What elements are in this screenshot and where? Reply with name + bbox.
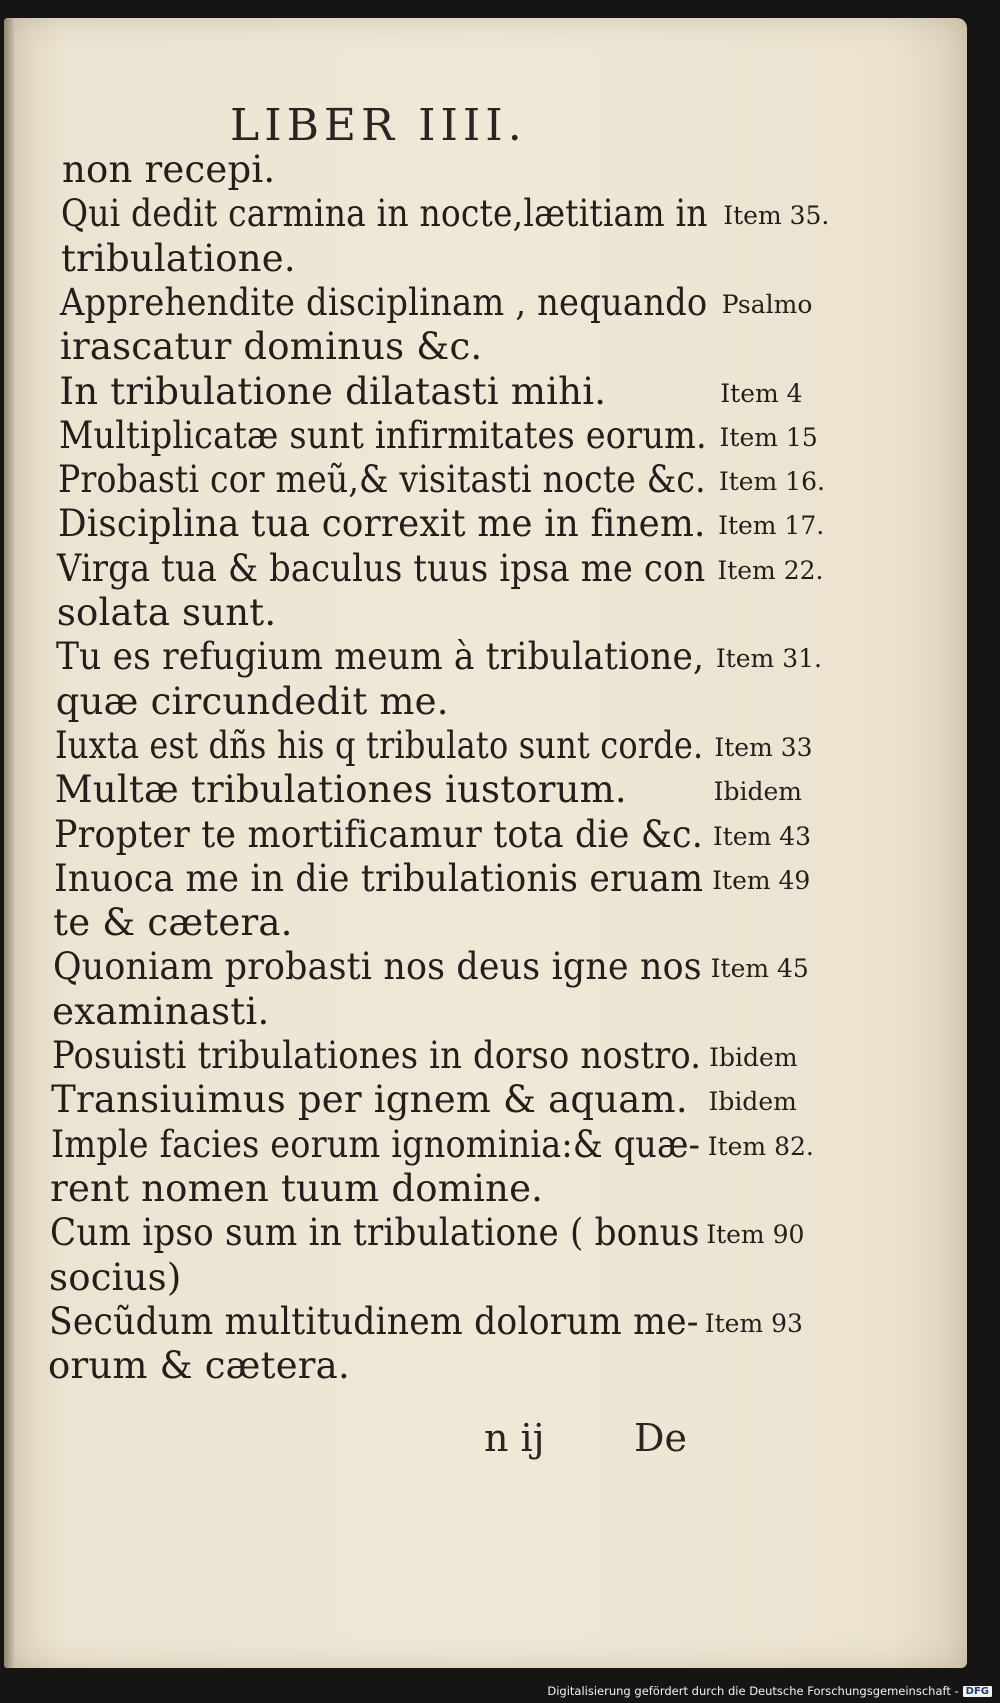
footer-text: Digitalisierung gefördert durch die Deutsche Forschungsgemeinschaft - [547,1684,959,1698]
margin-reference: Item 33 [714,732,813,762]
margin-reference: Item 90 [706,1220,805,1250]
text-line: Probasti cor meũ,& visitasti nocte &c. [58,458,707,502]
text-line: Iuxta est dñs his q tribulato sunt corde. [55,723,704,767]
text-line: In tribulatione dilatasti mihi. [59,369,607,413]
text-line: Qui dedit carmina in nocte,lætitiam in [61,192,709,236]
book-page [4,18,967,1668]
margin-reference: Item 82. [707,1131,814,1161]
text-line: non recepi. [62,148,276,191]
text-line: Inuoca me in die tribulationis eruam [53,856,703,900]
text-line: socius) [49,1255,182,1299]
text-line: Secũdum multitudinem dolorum me- [48,1299,699,1343]
margin-reference: Ibidem [713,777,803,807]
text-line: orum & cætera. [48,1344,350,1388]
margin-reference: Psalmo [721,289,813,319]
text-line: Apprehendite disciplinam , nequando [60,280,708,324]
dfg-logo: DFG [963,1686,992,1697]
margin-reference: Item 45 [710,954,809,984]
margin-reference: Ibidem [709,1043,798,1072]
margin-reference: Ibidem [708,1087,797,1117]
catchword: De [634,1416,687,1460]
margin-reference: Item 35. [723,201,830,231]
margin-reference: Item 17. [718,511,825,541]
margin-reference: Item 93 [704,1308,803,1338]
text-line: examinasti. [52,989,270,1033]
text-line: te & cætera. [53,901,293,945]
footer-credit [547,1684,992,1698]
text-line: Disciplina tua correxit me in finem. [57,502,706,546]
text-line: quæ circundedit me. [55,679,449,723]
text-line: Multæ tribulationes iustorum. [54,768,627,812]
margin-reference: Item 22. [717,555,824,585]
running-head: LIBER IIII. [230,100,527,151]
text-line: Multiplicatæ sunt infirmitates eorum. [58,413,707,457]
text-line: Propter te mortificamur tota die &c. [54,812,704,856]
margin-reference: Item 31. [715,644,822,674]
signature-mark: n ij [484,1416,545,1460]
text-line: tribulatione. [60,236,296,280]
text-line: Quoniam probasti nos deus igne nos [52,945,702,989]
margin-reference: Item 4 [720,378,803,408]
margin-reference: Item 43 [712,821,812,851]
margin-reference: Item 15 [719,422,818,452]
text-line: solata sunt. [56,591,277,634]
text-line: irascatur dominus &c. [59,325,483,369]
text-line: Cum ipso sum in tribulatione ( bonus [49,1211,700,1255]
text-line: Imple facies eorum ignominia:& quæ- [50,1122,700,1166]
text-line: rent nomen tuum domine. [50,1166,544,1210]
text-line: Transiuimus per ignem & aquam. [51,1078,688,1122]
margin-reference: Item 16. [718,467,825,497]
text-line: Posuisti tribulationes in dorso nostro. [51,1034,701,1077]
text-line: Tu es refugium meum à tribulatione, [56,635,705,679]
margin-reference: Item 49 [712,865,811,895]
text-line: Virga tua & baculus tuus ipsa me con [57,546,706,590]
